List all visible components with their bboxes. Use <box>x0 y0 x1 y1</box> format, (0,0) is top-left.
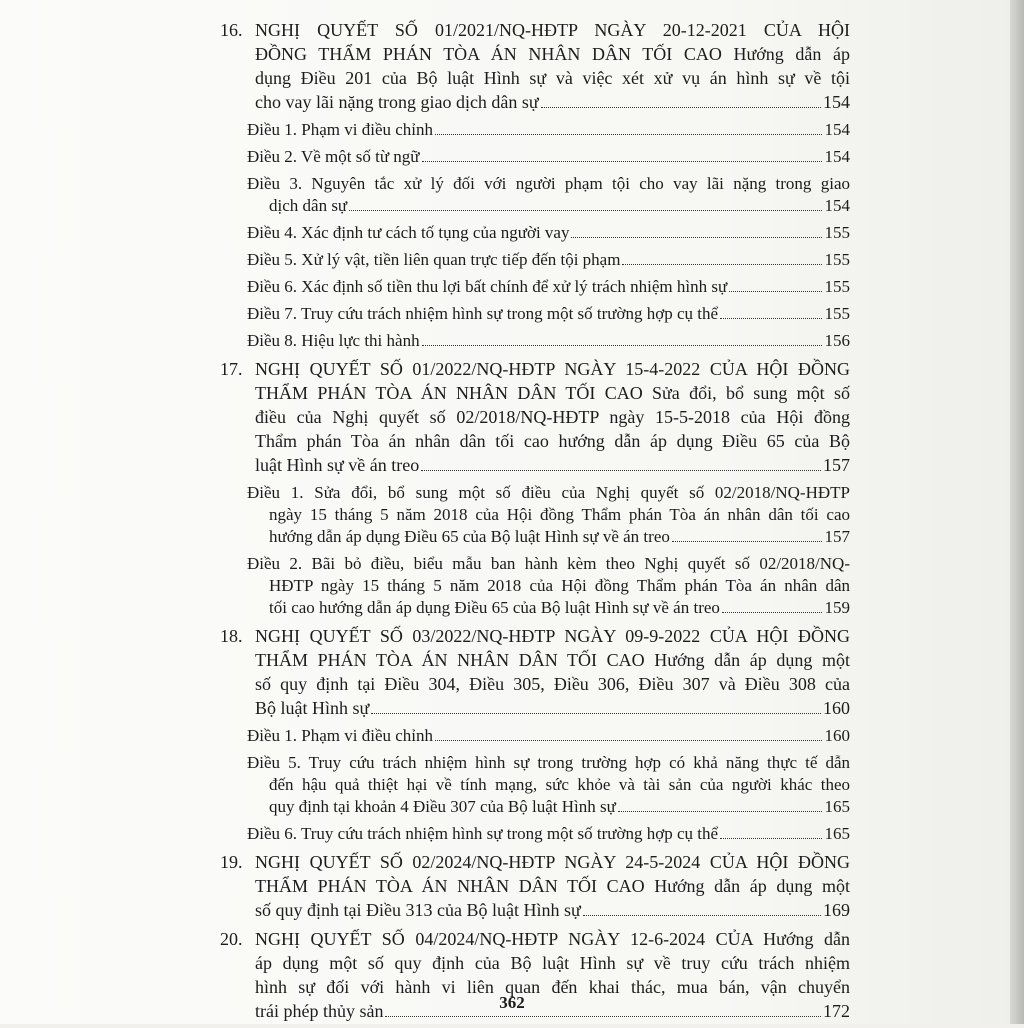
toc-article <box>220 303 850 325</box>
article-title <box>247 303 850 325</box>
article-title-last-line <box>247 330 850 352</box>
article-title <box>247 249 850 271</box>
article-page-number: 154 <box>824 196 850 215</box>
article-title-last-line <box>247 276 850 298</box>
section-page-number: 157 <box>823 455 850 475</box>
article-title <box>247 725 850 747</box>
article-page-number: 155 <box>824 250 850 269</box>
toc-article <box>220 249 850 271</box>
section-title-line: NGHỊ QUYẾT SỐ 04/2024/NQ-HĐTP NGÀY 12-6-2024 CỦA Hướng dẫn <box>255 929 850 949</box>
leader-dots <box>421 469 821 471</box>
section-title-line: NGHỊ QUYẾT SỐ 01/2021/NQ-HĐTP NGÀY 20-12-2021 CỦA HỘI <box>255 20 850 40</box>
leader-dots <box>385 1015 821 1017</box>
article-title-line: dịch dân sự <box>269 196 348 215</box>
section-page-number: 160 <box>823 698 850 718</box>
section-title-line: NGHỊ QUYẾT SỐ 03/2022/NQ-HĐTP NGÀY 09-9-2022 CỦA HỘI ĐỒNG <box>255 626 850 646</box>
section-title-line: hình sự đối với hành vi liên quan đến khai thác, mua bán, vận chuyển <box>255 977 850 997</box>
toc-section-row <box>220 624 850 720</box>
toc-article <box>220 119 850 141</box>
leader-dots <box>720 317 822 319</box>
article-title-last-line <box>247 146 850 168</box>
article-title-last-line <box>247 303 850 325</box>
toc-section-row <box>220 357 850 477</box>
toc-article-row <box>247 303 850 325</box>
article-page-number: 155 <box>824 223 850 242</box>
leader-dots <box>722 611 822 613</box>
toc-section <box>220 18 850 114</box>
article-title-last-line <box>247 796 850 818</box>
toc-article-row <box>247 330 850 352</box>
section-title <box>255 357 850 477</box>
article-title-line: Điều 3. Nguyên tắc xử lý đối với người phạm tội cho vay lãi nặng trong giao <box>247 174 850 193</box>
toc-article <box>220 330 850 352</box>
leader-dots <box>622 263 822 265</box>
section-title-line: áp dụng một số quy định của Bộ luật Hình sự về truy cứu trách nhiệm <box>255 953 850 973</box>
toc-article <box>220 482 850 548</box>
toc-article <box>220 222 850 244</box>
toc-article <box>220 173 850 217</box>
toc-article-row <box>247 119 850 141</box>
article-page-number: 155 <box>824 304 850 323</box>
article-title <box>247 119 850 141</box>
section-title-line: Bộ luật Hình sự <box>255 698 370 718</box>
leader-dots <box>618 810 822 812</box>
article-title-last-line <box>247 222 850 244</box>
article-title-line: Điều 2. Về một số từ ngữ <box>247 147 420 166</box>
leader-dots <box>571 236 822 238</box>
leader-dots <box>422 160 822 162</box>
section-title-line: ĐỒNG THẨM PHÁN TÒA ÁN NHÂN DÂN TỐI CAO Hướng dẫn áp <box>255 44 850 64</box>
section-title <box>255 624 850 720</box>
article-title-line: quy định tại khoản 4 Điều 307 của Bộ luật Hình sự <box>269 797 616 816</box>
toc-article-row <box>247 482 850 548</box>
section-title-line: điều của Nghị quyết số 02/2018/NQ-HĐTP ngày 15-5-2018 của Hội đồng <box>255 407 850 427</box>
article-title-line: ngày 15 tháng 5 năm 2018 của Hội đồng Thẩm phán Tòa án nhân dân tối cao <box>269 505 850 524</box>
article-page-number: 154 <box>824 120 850 139</box>
leader-dots <box>435 739 822 741</box>
article-title-last-line <box>247 823 850 845</box>
article-page-number: 155 <box>824 277 850 296</box>
section-page-number: 154 <box>823 92 850 112</box>
section-page-number: 172 <box>823 1001 850 1021</box>
article-title-line: hướng dẫn áp dụng Điều 65 của Bộ luật Hình sự về án treo <box>269 527 670 546</box>
article-title <box>247 330 850 352</box>
article-page-number: 154 <box>824 147 850 166</box>
article-title <box>247 276 850 298</box>
section-title <box>255 850 850 922</box>
leader-dots <box>672 540 822 542</box>
section-page-number: 169 <box>823 900 850 920</box>
article-title <box>247 823 850 845</box>
article-title <box>247 482 850 548</box>
article-title-line: Điều 6. Xác định số tiền thu lợi bất chính để xử lý trách nhiệm hình sự <box>247 277 728 296</box>
leader-dots <box>371 712 821 714</box>
article-title-line: Điều 6. Truy cứu trách nhiệm hình sự trong một số trường hợp cụ thể <box>247 824 719 843</box>
article-page-number: 159 <box>824 598 850 617</box>
section-number: 16. <box>220 20 243 40</box>
toc-article-row <box>247 222 850 244</box>
article-title-line: đến hậu quả thiệt hại về tính mạng, sức khỏe và tài sản của người khác theo <box>269 775 850 794</box>
toc-article-row <box>247 146 850 168</box>
article-title-last-line <box>247 597 850 619</box>
toc-article-row <box>247 276 850 298</box>
article-title-last-line <box>247 725 850 747</box>
article-title-line: Điều 4. Xác định tư cách tố tụng của người vay <box>247 223 570 242</box>
toc-section <box>220 357 850 477</box>
section-title-line: NGHỊ QUYẾT SỐ 02/2024/NQ-HĐTP NGÀY 24-5-2024 CỦA HỘI ĐỒNG <box>255 852 850 872</box>
toc-article <box>220 146 850 168</box>
section-title-line: trái phép thủy sản <box>255 1001 384 1021</box>
section-title-line: số quy định tại Điều 304, Điều 305, Điều 306, Điều 307 và Điều 308 của <box>255 674 850 694</box>
section-title-line: NGHỊ QUYẾT SỐ 01/2022/NQ-HĐTP NGÀY 15-4-2022 CỦA HỘI ĐỒNG <box>255 359 850 379</box>
toc-article <box>220 725 850 747</box>
section-title-line: dụng Điều 201 của Bộ luật Hình sự và việc xét xử vụ án hình sự về tội <box>255 68 850 88</box>
leader-dots <box>729 290 822 292</box>
article-title-last-line <box>247 249 850 271</box>
toc-article <box>220 823 850 845</box>
article-title-line: Điều 1. Phạm vi điều chỉnh <box>247 726 434 745</box>
article-title <box>247 222 850 244</box>
section-number: 20. <box>220 929 243 949</box>
toc-section <box>220 624 850 720</box>
article-title <box>247 553 850 619</box>
page-edge-shadow <box>1010 0 1024 1024</box>
section-title-last-line <box>255 90 850 114</box>
article-title-line: Điều 1. Phạm vi điều chỉnh <box>247 120 434 139</box>
article-title-line: Điều 5. Truy cứu trách nhiệm hình sự trong trường hợp có khả năng thực tế dẫn <box>247 753 850 772</box>
section-number: 19. <box>220 852 243 872</box>
article-page-number: 156 <box>824 331 850 350</box>
leader-dots <box>583 914 821 916</box>
section-title-last-line <box>255 898 850 922</box>
section-title-last-line <box>255 696 850 720</box>
leader-dots <box>720 837 822 839</box>
article-page-number: 160 <box>824 726 850 745</box>
toc-article-row <box>247 823 850 845</box>
article-title-line: Điều 5. Xử lý vật, tiền liên quan trực tiếp đến tội phạm <box>247 250 621 269</box>
section-title <box>255 18 850 114</box>
leader-dots <box>541 106 821 108</box>
toc-section-row <box>220 18 850 114</box>
section-title-line: THẨM PHÁN TÒA ÁN NHÂN DÂN TỐI CAO Hướng dẫn áp dụng một <box>255 876 850 896</box>
section-title-line: THẨM PHÁN TÒA ÁN NHÂN DÂN TỐI CAO Hướng dẫn áp dụng một <box>255 650 850 670</box>
toc-article <box>220 752 850 818</box>
toc-article <box>220 553 850 619</box>
toc-section <box>220 850 850 922</box>
section-number: 17. <box>220 359 243 379</box>
article-page-number: 165 <box>824 824 850 843</box>
section-title-line: số quy định tại Điều 313 của Bộ luật Hình sự <box>255 900 581 920</box>
article-title <box>247 146 850 168</box>
leader-dots <box>435 133 822 135</box>
section-title-last-line <box>255 453 850 477</box>
toc-section-row <box>220 850 850 922</box>
section-title-line: cho vay lãi nặng trong giao dịch dân sự <box>255 92 539 112</box>
section-title-line: THẨM PHÁN TÒA ÁN NHÂN DÂN TỐI CAO Sửa đổi, bổ sung một số <box>255 383 850 403</box>
article-title <box>247 752 850 818</box>
toc-article-row <box>247 553 850 619</box>
toc-article-row <box>247 173 850 217</box>
toc-article-row <box>247 725 850 747</box>
leader-dots <box>422 344 822 346</box>
leader-dots <box>349 209 822 211</box>
article-title-last-line <box>247 119 850 141</box>
table-of-contents <box>220 18 850 1028</box>
article-title-line: Điều 2. Bãi bỏ điều, biểu mẫu ban hành kèm theo Nghị quyết số 02/2018/NQ- <box>247 554 850 573</box>
article-page-number: 157 <box>824 527 850 546</box>
toc-article-row <box>247 752 850 818</box>
article-title-last-line <box>247 526 850 548</box>
article-page-number: 165 <box>824 797 850 816</box>
article-title <box>247 173 850 217</box>
section-title-line: Thẩm phán Tòa án nhân dân tối cao hướng dẫn áp dụng Điều 65 của Bộ <box>255 431 850 451</box>
page-number: 362 <box>499 993 525 1012</box>
article-title-line: tối cao hướng dẫn áp dụng Điều 65 của Bộ luật Hình sự về án treo <box>269 598 720 617</box>
article-title-line: Điều 8. Hiệu lực thi hành <box>247 331 420 350</box>
toc-article <box>220 276 850 298</box>
section-title-line: luật Hình sự về án treo <box>255 455 420 475</box>
section-number: 18. <box>220 626 243 646</box>
toc-article-row <box>247 249 850 271</box>
article-title-last-line <box>247 195 850 217</box>
article-title-line: Điều 7. Truy cứu trách nhiệm hình sự trong một số trường hợp cụ thể <box>247 304 719 323</box>
article-title-line: Điều 1. Sửa đổi, bổ sung một số điều của Nghị quyết số 02/2018/NQ-HĐTP <box>247 483 850 502</box>
article-title-line: HĐTP ngày 15 tháng 5 năm 2018 của Hội đồng Thẩm phán Tòa án nhân dân <box>269 576 850 595</box>
